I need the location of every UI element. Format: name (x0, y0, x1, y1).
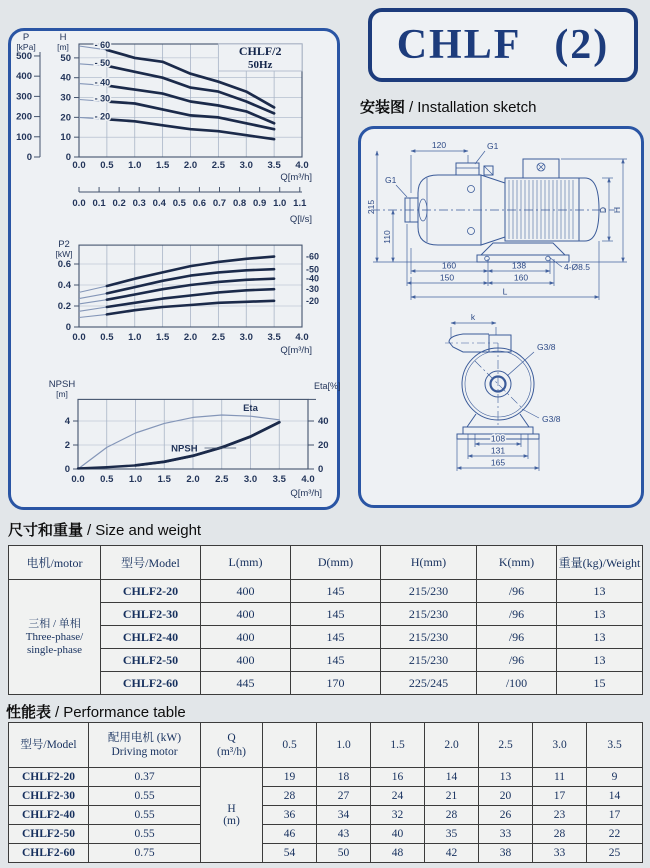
table-row (9, 626, 643, 649)
table-cell: 145 (291, 626, 381, 649)
tick-label: Q[m³/h] (280, 172, 312, 183)
table-cell: 13 (557, 626, 643, 649)
table-cell: 13 (557, 580, 643, 603)
tick-label: 500 (16, 50, 32, 62)
size-weight-table (8, 545, 643, 695)
column-header: D(mm) (291, 546, 381, 580)
size-table-header-row (9, 546, 643, 580)
chart-subtitle: 50Hz (247, 59, 273, 71)
port-lower-g38-label: G3/8 (542, 414, 561, 424)
motor-power-cell: 0.55 (89, 787, 201, 806)
head-value-cell: 18 (317, 768, 371, 787)
column-header: L(mm) (201, 546, 291, 580)
table-row (9, 768, 643, 787)
tick-label: 3.5 (267, 160, 281, 171)
tick-label: 20 (60, 112, 71, 124)
head-value-cell: 35 (425, 825, 479, 844)
tick-label: 0.3 (132, 198, 146, 209)
tick-label: 4 (64, 416, 70, 427)
head-value-cell: 16 (371, 768, 425, 787)
tick-label: [m] (57, 42, 69, 52)
tick-label: 0 (65, 152, 71, 163)
head-value-cell: 14 (425, 768, 479, 787)
side-view-labels (366, 140, 622, 297)
heading-separator: / (409, 99, 414, 116)
head-value-cell: 28 (425, 806, 479, 825)
dim-165-label: 165 (490, 457, 506, 468)
model-cell: CHLF2-60 (9, 844, 89, 863)
tick-label: P2 (58, 239, 70, 250)
column-header: Q (m³/h) (201, 723, 263, 768)
tick-label: 30 (60, 92, 71, 104)
flow-column-header: 3.5 (587, 723, 643, 768)
port-top-g1-label: G1 (487, 141, 499, 151)
motor-power-cell: 0.55 (89, 825, 201, 844)
tick-label: 0.7 (212, 198, 227, 209)
size-weight-heading-zh: 尺寸和重量 (8, 522, 84, 539)
dim-131-label: 131 (490, 445, 506, 456)
head-value-cell: 19 (263, 768, 317, 787)
head-value-cell: 21 (425, 787, 479, 806)
tick-label: 40 (60, 72, 71, 84)
motor-power-cell: 0.37 (89, 768, 201, 787)
tick-label: 0.2 (112, 198, 126, 209)
holes-label: 4-Ø8.5 (564, 262, 590, 272)
model-cell: CHLF2-20 (9, 768, 89, 787)
port-left-g1-label: G1 (385, 175, 397, 185)
tick-label: 1.5 (157, 474, 171, 485)
model-cell: CHLF2-40 (101, 626, 201, 649)
head-value-cell: 40 (371, 825, 425, 844)
table-cell: /96 (477, 603, 557, 626)
table-cell: 145 (291, 580, 381, 603)
hq-curve-chart (12, 32, 342, 236)
tick-label: 4.0 (301, 474, 315, 485)
head-value-cell: 17 (587, 806, 643, 825)
size-weight-heading-en: Size and weight (95, 522, 202, 539)
tick-label: 0.4 (57, 280, 71, 291)
table-cell: 215/230 (381, 603, 477, 626)
head-value-cell: 36 (263, 806, 317, 825)
tick-label: 1.0 (128, 160, 142, 171)
tick-label: -50 (306, 264, 320, 275)
tick-label: 100 (16, 131, 32, 143)
tick-label: Eta[%] (314, 381, 341, 391)
tick-label: 3.0 (239, 160, 253, 171)
pump-front-view (445, 334, 539, 439)
motor-power-cell: 0.55 (89, 806, 201, 825)
head-value-cell: 20 (479, 787, 533, 806)
flow-column-header: 2.0 (425, 723, 479, 768)
table-cell: 225/245 (381, 672, 477, 695)
table-cell: 15 (557, 672, 643, 695)
table-cell: 145 (291, 603, 381, 626)
port-upper-g38-label: G3/8 (537, 342, 556, 352)
tick-label: 0.2 (57, 301, 71, 312)
tick-label: -40 (306, 273, 320, 284)
tick-label: Q[m³/h] (280, 345, 312, 356)
table-cell: 400 (201, 649, 291, 672)
column-header: 型号/Model (9, 723, 89, 768)
table-cell: 445 (201, 672, 291, 695)
dim-160b-label: 160 (513, 272, 529, 283)
head-value-cell: 26 (479, 806, 533, 825)
flow-column-header: 1.0 (317, 723, 371, 768)
tick-label: 0.0 (72, 198, 86, 209)
tick-label: 0.0 (71, 474, 85, 485)
tick-label: 200 (16, 111, 32, 123)
table-cell: 215/230 (381, 580, 477, 603)
tick-label: 2.5 (211, 160, 225, 171)
curve-Eta (78, 415, 279, 469)
head-value-cell: 54 (263, 844, 317, 863)
column-header: H(mm) (381, 546, 477, 580)
column-header: K(mm) (477, 546, 557, 580)
table-cell: 215/230 (381, 626, 477, 649)
head-unit-cell: H (m) (201, 768, 263, 863)
head-value-cell: 25 (587, 844, 643, 863)
table-cell: /96 (477, 626, 557, 649)
dim-215-label: 215 (366, 199, 376, 215)
head-value-cell: 13 (479, 768, 533, 787)
npsh-eta-chart (12, 377, 342, 509)
tick-label: - 50 (94, 57, 111, 68)
tick-label: 50 (60, 52, 71, 64)
model-cell: CHLF2-30 (101, 603, 201, 626)
power-curve-chart (12, 239, 342, 375)
tick-label: 20 (318, 440, 329, 451)
head-value-cell: 33 (479, 825, 533, 844)
tick-label: -60 (306, 251, 320, 262)
tick-label: 0.5 (100, 160, 114, 171)
tick-label: 2.0 (183, 160, 198, 171)
flow-column-header: 2.5 (479, 723, 533, 768)
table-row (9, 787, 643, 806)
installation-heading-zh: 安装图 (360, 99, 406, 116)
table-row (9, 649, 643, 672)
head-value-cell: 33 (533, 844, 587, 863)
tick-label: 3.0 (243, 474, 258, 485)
head-value-cell: 17 (533, 787, 587, 806)
table-row (9, 580, 643, 603)
table-cell: /96 (477, 649, 557, 672)
tick-label: 0.5 (172, 198, 186, 209)
tick-label: 1.0 (128, 332, 142, 343)
table-cell: /96 (477, 580, 557, 603)
tick-label: 2.5 (211, 332, 225, 343)
tick-label: NPSH (171, 443, 198, 455)
column-header: 重量(kg)/Weight (557, 546, 643, 580)
tick-label: [kPa] (16, 42, 36, 52)
column-header: 型号/Model (101, 546, 201, 580)
dim-150-label: 150 (439, 272, 455, 283)
model-cell: CHLF2-50 (9, 825, 89, 844)
head-value-cell: 48 (371, 844, 425, 863)
column-header: 配用电机 (kW) Driving motor (89, 723, 201, 768)
head-value-cell: 32 (371, 806, 425, 825)
tick-label: 10 (60, 132, 71, 144)
model-cell: CHLF2-40 (9, 806, 89, 825)
tick-label: 0.4 (152, 198, 166, 209)
dim-k-label: k (470, 312, 476, 322)
tick-label: 4.0 (295, 332, 309, 343)
tick-label: 300 (16, 91, 32, 103)
head-value-cell: 34 (317, 806, 371, 825)
tick-label: -20 (306, 295, 320, 306)
table-cell: 170 (291, 672, 381, 695)
installation-heading-en: Installation sketch (417, 99, 537, 116)
tick-label: 0.5 (100, 332, 114, 343)
head-value-cell: 27 (317, 787, 371, 806)
head-value-cell: 22 (587, 825, 643, 844)
flow-column-header: 1.5 (371, 723, 425, 768)
table-cell: 215/230 (381, 649, 477, 672)
tick-label: 40 (318, 416, 329, 427)
tick-label: 0.5 (100, 474, 114, 485)
tick-label: P (22, 32, 30, 43)
model-cell: CHLF2-30 (9, 787, 89, 806)
performance-heading (6, 701, 186, 722)
dim-L-label: L (502, 286, 508, 297)
dim-110-label: 110 (382, 230, 392, 244)
tick-label: 0.6 (192, 198, 207, 209)
side-view-dimensions (373, 151, 627, 300)
tick-label: -30 (306, 284, 320, 295)
tick-label: 0 (65, 322, 71, 333)
model-cell: CHLF2-20 (101, 580, 201, 603)
flow-column-header: 3.0 (533, 723, 587, 768)
column-header: 电机/motor (9, 546, 101, 580)
table-row (9, 603, 643, 626)
model-cell: CHLF2-60 (101, 672, 201, 695)
dim-H-label: H (612, 206, 622, 214)
table-cell: 400 (201, 626, 291, 649)
tick-label: 0.6 (57, 259, 71, 270)
head-value-cell: 43 (317, 825, 371, 844)
heading-separator: / (87, 522, 92, 539)
flow-column-header: 0.5 (263, 723, 317, 768)
heading-separator: / (55, 704, 60, 721)
head-value-cell: 24 (371, 787, 425, 806)
table-cell: 13 (557, 649, 643, 672)
table-cell: 400 (201, 603, 291, 626)
tick-label: 1.5 (156, 160, 170, 171)
tick-label: 0.8 (232, 198, 247, 209)
tick-label: 1.1 (293, 198, 307, 209)
motor-power-cell: 0.75 (89, 844, 201, 863)
tick-label: 2.5 (215, 474, 229, 485)
head-value-cell: 14 (587, 787, 643, 806)
tick-label: [m] (56, 389, 68, 399)
tick-label: 3.5 (267, 332, 281, 343)
pump-side-view (371, 159, 615, 262)
performance-data-table (8, 722, 643, 863)
tick-label: - 20 (94, 111, 111, 122)
table-cell: 400 (201, 580, 291, 603)
title-box (368, 8, 638, 82)
table-cell: 13 (557, 603, 643, 626)
head-value-cell: 28 (533, 825, 587, 844)
chart-title: CHLF/2 (238, 44, 282, 58)
page-title: CHLF (2) (396, 22, 610, 68)
tick-label: Eta (243, 403, 258, 415)
tick-label: 2 (64, 440, 70, 451)
tick-label: - 40 (94, 77, 111, 88)
tick-label: 0.9 (253, 198, 267, 209)
perf-table-header-row (9, 723, 643, 768)
tick-label: 1.0 (128, 474, 143, 485)
table-row (9, 672, 643, 695)
head-value-cell: 9 (587, 768, 643, 787)
tick-label: - 60 (94, 39, 111, 50)
tick-label: Q[m³/h] (290, 488, 322, 499)
table-cell: 145 (291, 649, 381, 672)
dim-108-label: 108 (490, 433, 506, 444)
tick-label: Q[l/s] (289, 214, 312, 225)
tick-label: 3.0 (239, 332, 253, 343)
head-value-cell: 38 (479, 844, 533, 863)
installation-sketch-drawing (363, 131, 641, 503)
head-value-cell: 23 (533, 806, 587, 825)
tick-label: 3.5 (272, 474, 286, 485)
motor-type-cell: 三相 / 单相 Three-phase/ single-phase (9, 580, 101, 695)
dim-160a-label: 160 (441, 260, 457, 271)
model-cell: CHLF2-50 (101, 649, 201, 672)
tick-label: 400 (16, 71, 32, 83)
table-cell: /100 (477, 672, 557, 695)
tick-label: H (59, 32, 67, 43)
head-value-cell: 46 (263, 825, 317, 844)
tick-label: 0 (64, 464, 70, 475)
head-value-cell: 28 (263, 787, 317, 806)
tick-label: - 30 (94, 93, 111, 104)
installation-sketch-panel (358, 126, 644, 508)
tick-label: 2.0 (186, 474, 200, 485)
head-value-cell: 50 (317, 844, 371, 863)
tick-label: 1.5 (156, 332, 170, 343)
dim-138-label: 138 (511, 260, 527, 271)
tick-label: NPSH (48, 379, 76, 390)
tick-label: 2.0 (183, 332, 198, 343)
dim-120-label: 120 (431, 140, 447, 150)
size-weight-heading (8, 519, 201, 540)
tick-label: 0 (318, 464, 324, 475)
tick-label: 0.0 (72, 332, 86, 343)
table-row (9, 825, 643, 844)
tick-label: 0.1 (92, 198, 106, 209)
performance-curves-panel (8, 28, 340, 510)
table-row (9, 844, 643, 863)
performance-heading-zh: 性能表 (6, 704, 52, 721)
dim-D-label: D (598, 206, 608, 214)
installation-heading (360, 96, 536, 117)
head-value-cell: 11 (533, 768, 587, 787)
tick-label: 0 (26, 152, 32, 163)
head-value-cell: 42 (425, 844, 479, 863)
tick-label: 1.0 (273, 198, 287, 209)
tick-label: 4.0 (295, 160, 309, 171)
table-row (9, 806, 643, 825)
tick-label: 0.0 (72, 160, 86, 171)
tick-label: [kW] (55, 249, 73, 259)
performance-heading-en: Performance table (63, 704, 186, 721)
